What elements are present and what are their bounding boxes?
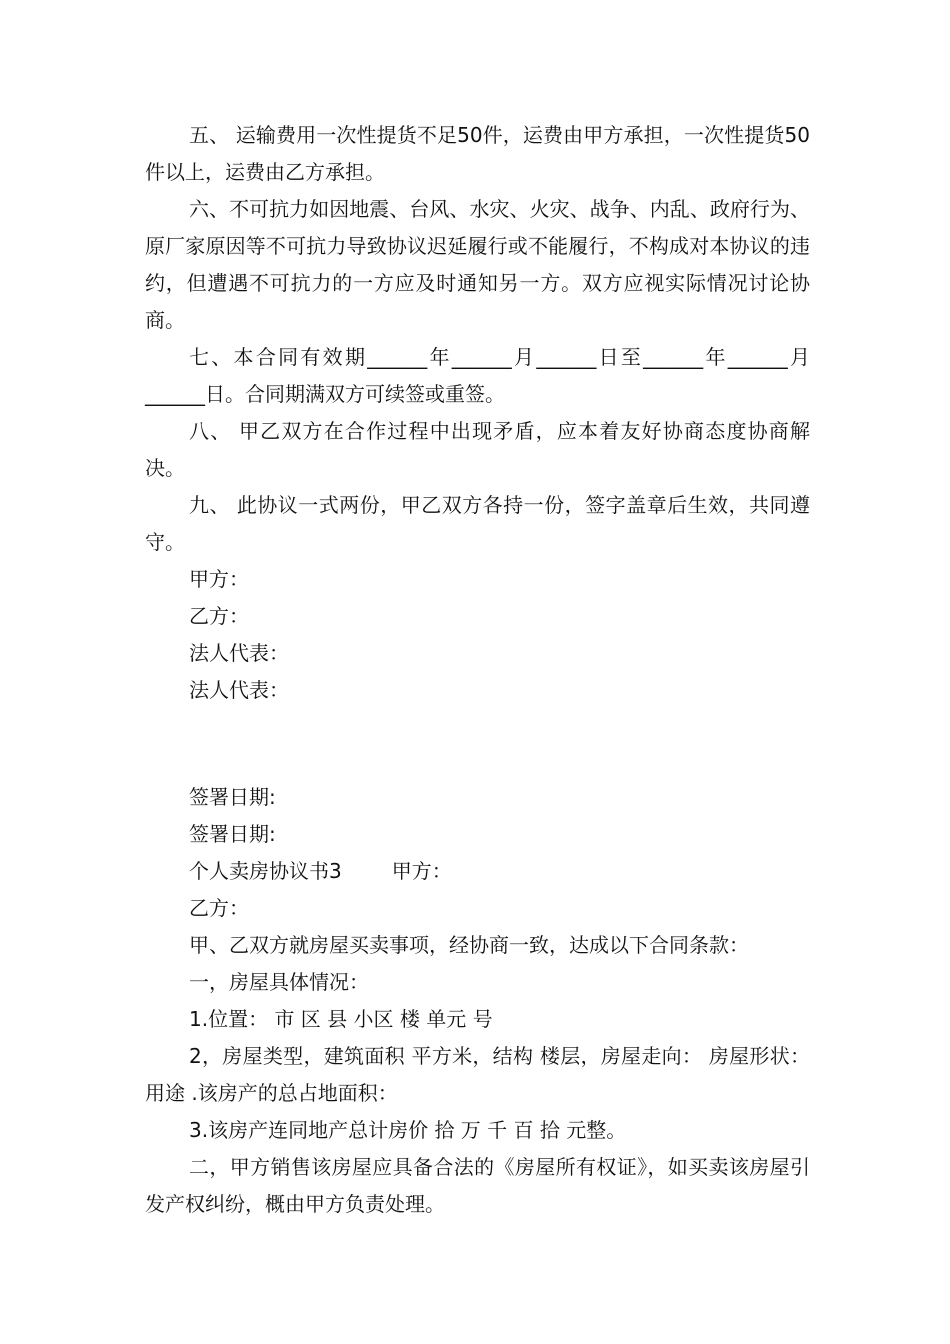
item-2-house-type: 2，房屋类型，建筑面积 平方米，结构 楼层，房屋走向： 房屋形状： 用途 .该房产的总占地面积： <box>145 1044 810 1105</box>
party-b-label: 乙方： <box>189 604 249 628</box>
agreement3-party-a: 甲方： <box>391 859 452 883</box>
section-1-heading: 一，房屋具体情况： <box>189 970 369 994</box>
clause-9: 九、 此协议一式两份，甲乙双方各持一份，签字盖章后生效，共同遵守。 <box>145 493 810 554</box>
agreement3-intro: 甲、乙双方就房屋买卖事项，经协商一致，达成以下合同条款： <box>189 933 749 957</box>
clause-6: 六、不可抗力如因地震、台风、水灾、火灾、战争、内乱、政府行为、原厂家原因等不可抗力导致协议迟延履行或不能履行，不构成对本协议的违约，但遭遇不可抗力的一方应及时通知另一方。双方应视实际情况讨论协商。 <box>145 197 810 332</box>
document-body <box>145 117 810 1223</box>
agreement3-party-b: 乙方： <box>189 896 249 920</box>
item-1-location: 1.位置： 市 区 县 小区 楼 单元 号 <box>189 1007 493 1031</box>
section-2-ownership: 二，甲方销售该房屋应具备合法的《房屋所有权证》，如买卖该房屋引发产权纠纷，概由甲方负责处理。 <box>145 1155 810 1216</box>
sign-date-label-1: 签署日期: <box>189 785 276 809</box>
legal-rep-label-2: 法人代表： <box>189 678 289 702</box>
item-3-price: 3.该房产连同地产总计房价 拾 万 千 百 拾 元整。 <box>189 1118 627 1142</box>
clause-7: 七、本合同有效期______年______月______日至______年______月______日。合同期满双方可续签或重签。 <box>145 345 810 406</box>
signature-space <box>145 709 810 779</box>
clause-5: 五、 运输费用一次性提货不足50件，运费由甲方承担，一次性提货50件以上，运费由乙方承担。 <box>145 123 810 184</box>
agreement3-title: 个人卖房协议书3 <box>189 859 342 883</box>
sign-date-label-2: 签署日期: <box>189 822 276 846</box>
party-a-label: 甲方： <box>189 567 249 591</box>
agreement3-title-line <box>145 853 810 890</box>
legal-rep-label-1: 法人代表： <box>189 641 289 665</box>
clause-8: 八、 甲乙双方在合作过程中出现矛盾，应本着友好协商态度协商解决。 <box>145 419 810 480</box>
